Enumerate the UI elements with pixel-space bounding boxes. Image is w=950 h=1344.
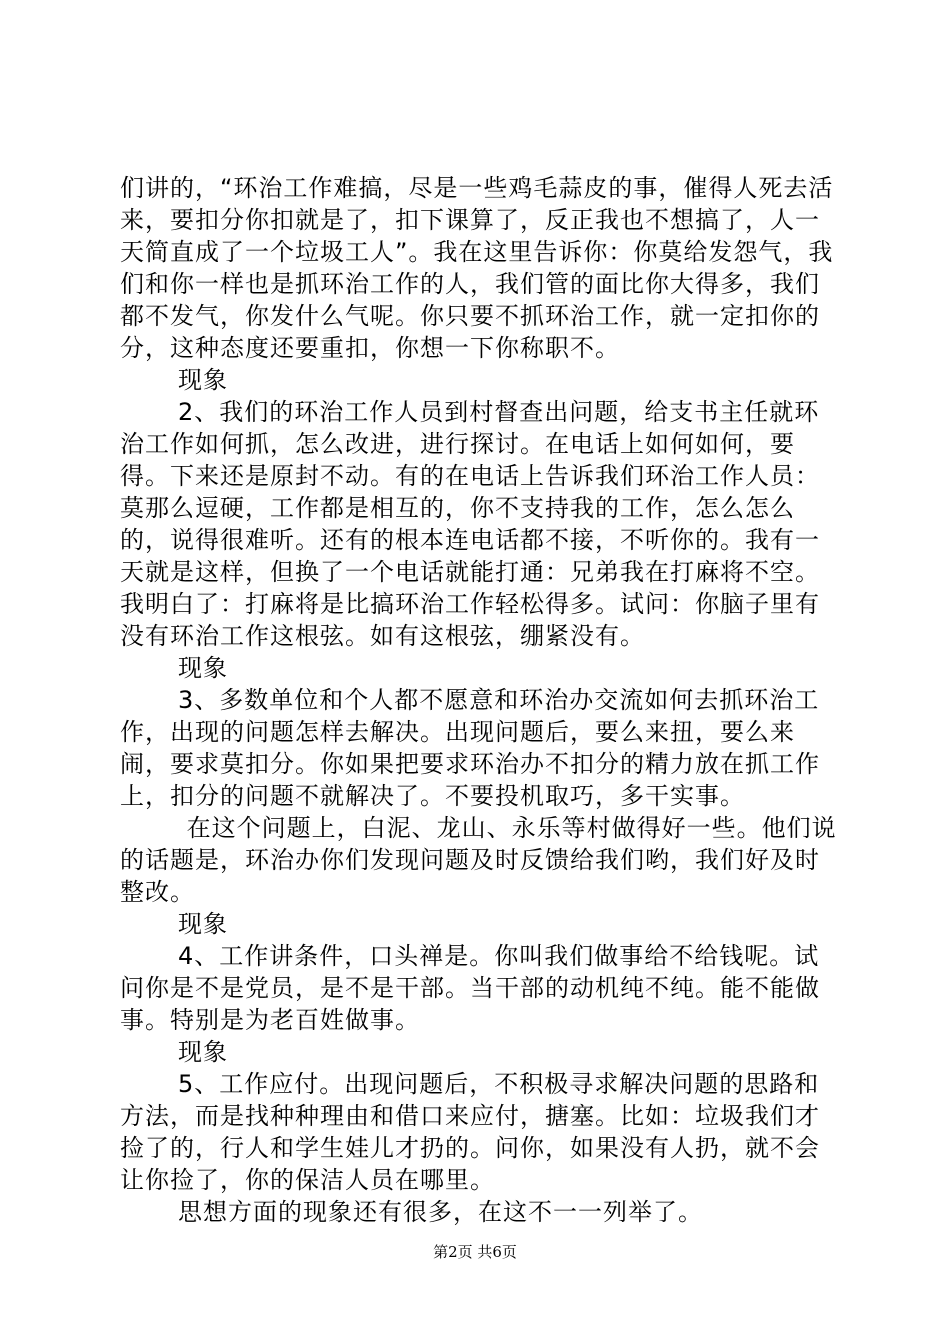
paragraph-item-3: 3、多数单位和个人都不愿意和环治办交流如何去抓环治工作，出现的问题怎样去解决。出现问题后，要么来扭，要么来闹，要求莫扣分。你如果把要求环治办不扣分的精力放在抓工作上，扣分的问题不就解决了。不要投机取巧，多干实事。: [120, 686, 820, 810]
section-heading-phenomenon: 现象: [178, 366, 228, 394]
section-heading-phenomenon: 现象: [178, 654, 228, 682]
section-heading-phenomenon: 现象: [178, 1038, 228, 1066]
paragraph-item-2: 2、我们的环治工作人员到村督查出问题，给支书主任就环治工作如何抓，怎么改进，进行探讨。在电话上如何如何，要得。下来还是原封不动。有的在电话上告诉我们环治工作人员：莫那么逗硬，工作都是相互的，你不支持我的工作，怎么怎么的，说得很难听。还有的根本连电话都不接，不听你的。我有一天就是这样，但换了一个电话就能打通：兄弟我在打麻将不空。我明白了：打麻将是比搞环治工作轻松得多。试问：你脑子里有没有环治工作这根弦。如有这根弦，绷紧没有。: [120, 398, 820, 650]
paragraph-item-4: 4、工作讲条件，口头禅是。你叫我们做事给不给钱呢。试问你是不是党员，是不是干部。当干部的动机纯不纯。能不能做事。特别是为老百姓做事。: [120, 942, 820, 1034]
paragraph-intro-continuation: 们讲的，“环治工作难搞，尽是一些鸡毛蒜皮的事，催得人死去活来，要扣分你扣就是了，扣下课算了，反正我也不想搞了，人一天简直成了一个垃圾工人”。我在这里告诉你：你莫给发怨气，我们和你一样也是抓环治工作的人，我们管的面比你大得多，我们都不发气，你发什么气呢。你只要不抓环治工作，就一定扣你的分，这种态度还要重扣，你想一下你称职不。: [120, 174, 834, 362]
paragraph-item-3-note: 在这个问题上，白泥、龙山、永乐等村做得好一些。他们说的话题是，环治办你们发现问题及时反馈给我们哟，我们好及时整改。: [120, 814, 837, 906]
paragraph-item-5: 5、工作应付。出现问题后，不积极寻求解决问题的思路和方法，而是找种种理由和借口来应付，搪塞。比如：垃圾我们才捡了的，行人和学生娃儿才扔的。问你，如果没有人扔，就不会让你捡了，你的保洁人员在哪里。: [120, 1070, 820, 1194]
section-heading-phenomenon: 现象: [178, 910, 228, 938]
page-number-label: 第2页 共6页: [433, 1243, 517, 1261]
document-body: [120, 172, 840, 1228]
page-footer: [0, 1241, 950, 1262]
paragraph-conclusion: 思想方面的现象还有很多，在这不一一列举了。: [178, 1198, 703, 1226]
